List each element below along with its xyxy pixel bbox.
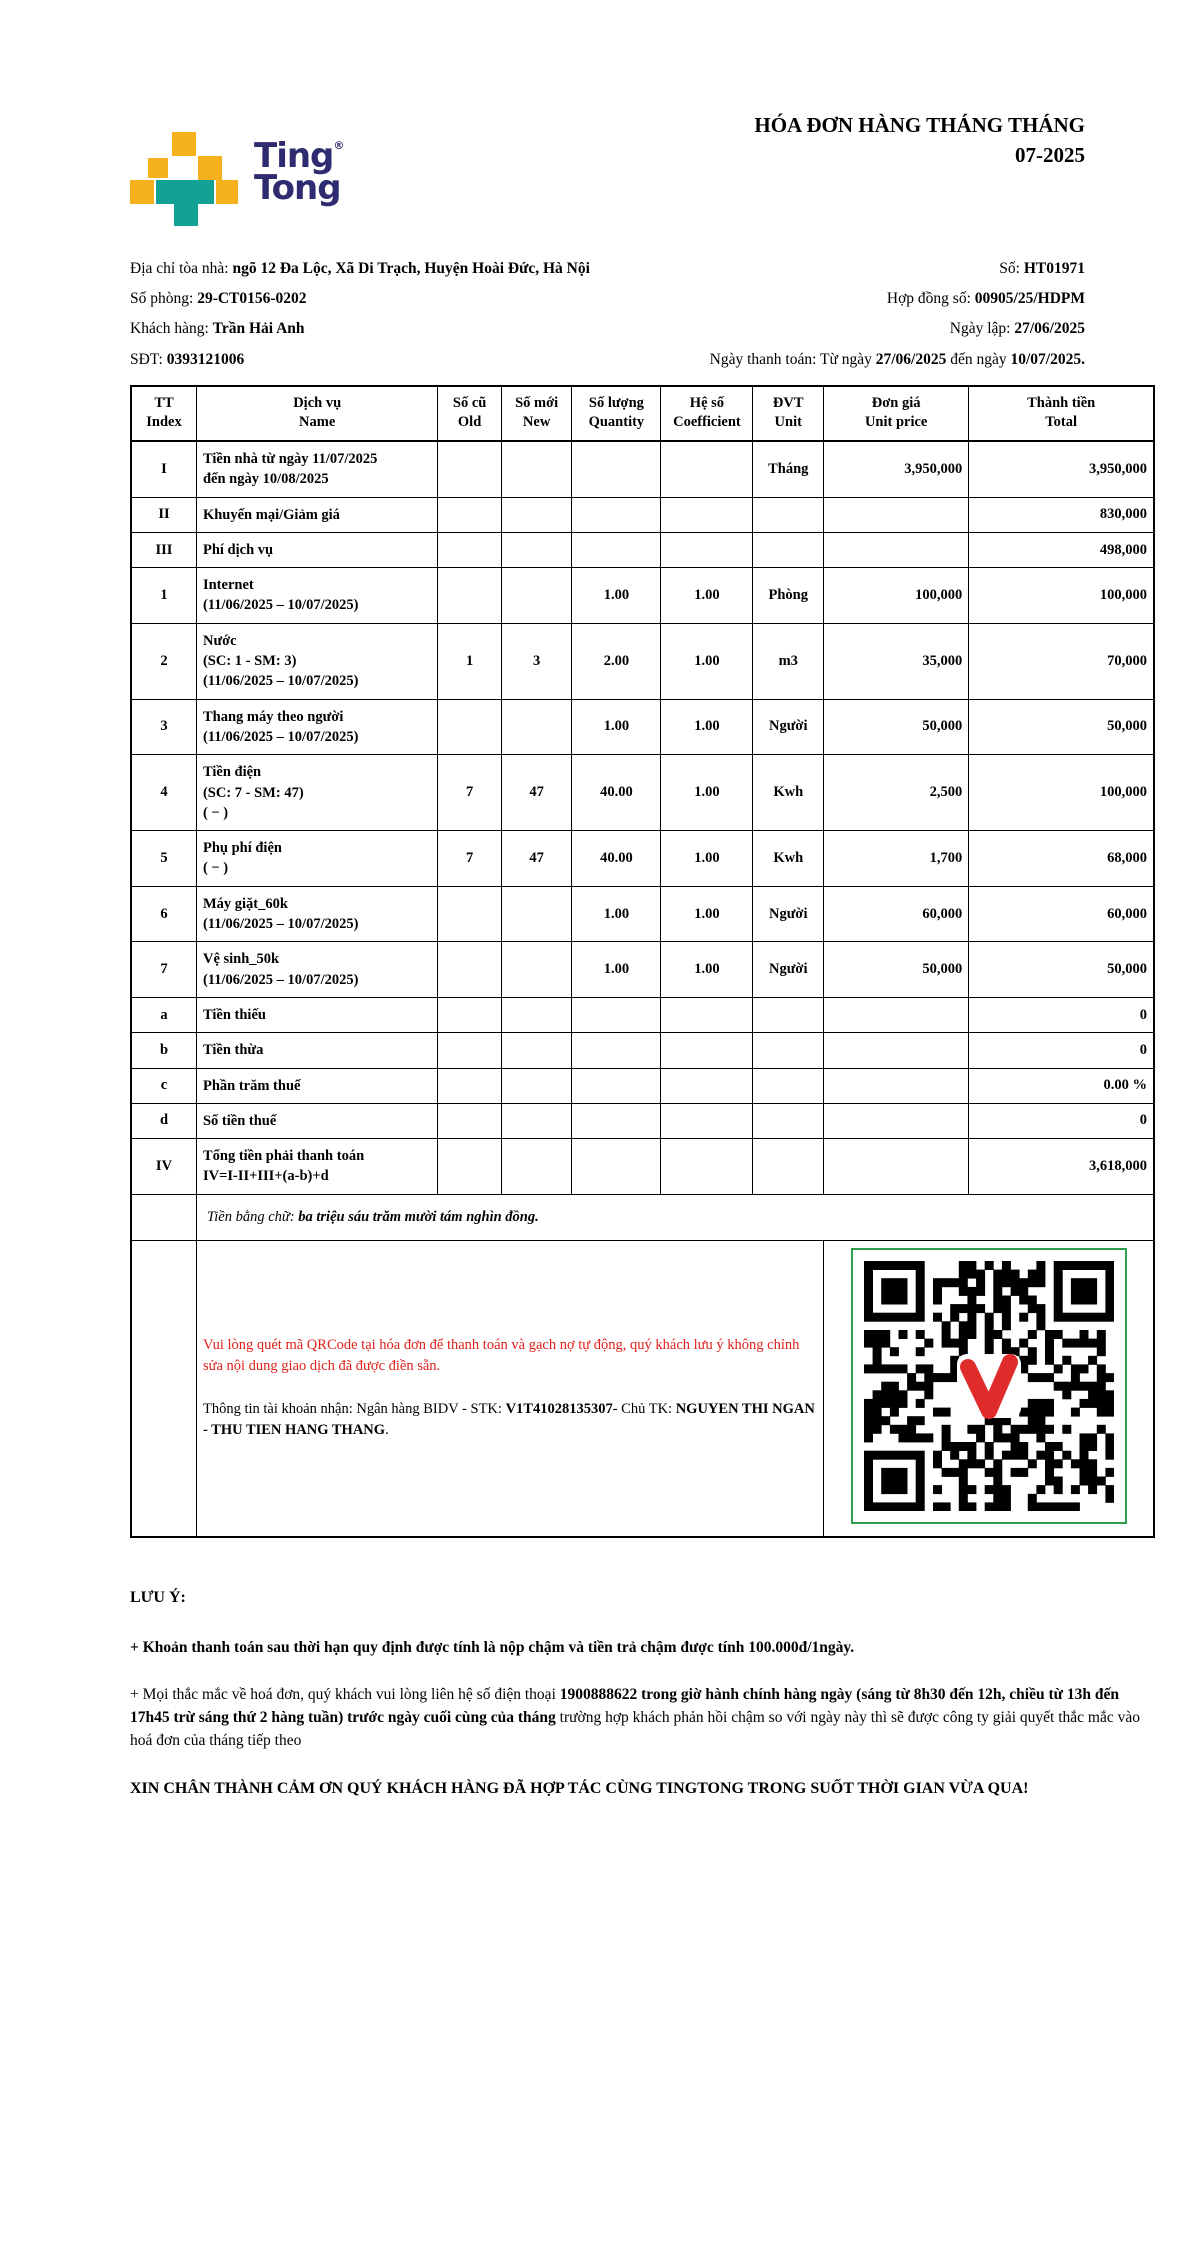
cell-unit xyxy=(753,1103,824,1138)
cell-coefficient: 1.00 xyxy=(661,886,753,942)
brand-logo xyxy=(130,132,344,228)
header-quantity: Số lượng Quantity xyxy=(572,386,661,441)
header xyxy=(130,98,1155,228)
building-address: Địa chỉ tòa nhà: ngõ 12 Đa Lộc, Xã Di Trạch, Huyện Hoài Đức, Hà Nội xyxy=(130,260,590,277)
cell-service-name: Máy giặt_60k (11/06/2025 – 10/07/2025) xyxy=(196,886,437,942)
cell-new-reading xyxy=(501,497,572,532)
cell-unit-price: 50,000 xyxy=(824,942,969,998)
cell-service-name: Internet (11/06/2025 – 10/07/2025) xyxy=(196,568,437,624)
table-row xyxy=(131,1103,1154,1138)
cell-service-name: Số tiền thuế xyxy=(196,1103,437,1138)
cell-old-reading: 1 xyxy=(438,623,501,699)
header-unit: ĐVT Unit xyxy=(753,386,824,441)
cell-service-name: Khuyến mại/Giảm giá xyxy=(196,497,437,532)
cell-unit: Phòng xyxy=(753,568,824,624)
cell-old-reading xyxy=(438,886,501,942)
cell-coefficient xyxy=(661,497,753,532)
cell-new-reading xyxy=(501,699,572,755)
cell-total: 3,950,000 xyxy=(969,441,1154,497)
qr-scan-notice: Vui lòng quét mã QRCode tại hóa đơn để thanh toán và gạch nợ tự động, quý khách lưu ý không chỉnh sửa nội dung giao dịch đã được điền sẵn. xyxy=(202,1337,800,1375)
cell-unit-price: 50,000 xyxy=(824,699,969,755)
table-row xyxy=(131,942,1154,998)
amount-in-words-row xyxy=(131,1194,1154,1240)
cell-total: 0 xyxy=(969,1033,1154,1068)
cell-quantity: 1.00 xyxy=(572,568,661,624)
cell-coefficient xyxy=(661,1033,753,1068)
cell-new-reading: 3 xyxy=(501,623,572,699)
contract-number: Hợp đồng số: 00905/25/HDPM xyxy=(886,290,1085,308)
logo-square xyxy=(216,180,238,204)
cell-unit xyxy=(753,532,824,567)
amount-in-words: Tiền bằng chữ: ba triệu sáu trăm mười tám nghìn đồng. xyxy=(196,1194,1154,1240)
cell-quantity: 40.00 xyxy=(572,831,661,887)
table-row xyxy=(131,1033,1154,1068)
cell-new-reading xyxy=(501,1068,572,1103)
cell-old-reading xyxy=(438,568,501,624)
cell-index: c xyxy=(131,1068,196,1103)
cell-index: d xyxy=(131,1103,196,1138)
logo-square xyxy=(130,180,154,204)
cell-coefficient: 1.00 xyxy=(661,623,753,699)
cell-total: 70,000 xyxy=(969,623,1154,699)
cell-old-reading: 7 xyxy=(438,755,501,831)
cell-index: 1 xyxy=(131,568,196,624)
cell-new-reading xyxy=(501,886,572,942)
account-info: Thông tin tài khoản nhận: Ngân hàng BIDV - STK: V1T41028135307- Chủ TK: NGUYEN THI NGAN - THU TIEN HANG THANG. xyxy=(202,1401,815,1439)
payment-instructions xyxy=(196,1240,823,1537)
table-row xyxy=(131,997,1154,1032)
page-title: HÓA ĐƠN HÀNG THÁNG THÁNG 07-2025 xyxy=(754,113,1085,168)
table-row xyxy=(131,497,1154,532)
cell-index: b xyxy=(131,1033,196,1068)
cell-old-reading xyxy=(438,942,501,998)
customer-name: Khách hàng: Trần Hải Anh xyxy=(130,320,305,338)
table-header-row xyxy=(131,386,1154,441)
header-index: TT Index xyxy=(131,386,196,441)
cell-coefficient: 1.00 xyxy=(661,699,753,755)
payment-period: Ngày thanh toán: Từ ngày 27/06/2025 đến ngày 10/07/2025. xyxy=(709,350,1085,368)
table-row xyxy=(131,532,1154,567)
logo-square xyxy=(156,180,214,204)
cell-index: III xyxy=(131,532,196,567)
cell-service-name: Vệ sinh_50k (11/06/2025 – 10/07/2025) xyxy=(196,942,437,998)
cell-unit: Kwh xyxy=(753,831,824,887)
table-row xyxy=(131,1139,1154,1195)
cell-quantity: 1.00 xyxy=(572,886,661,942)
cell-index xyxy=(131,1240,196,1537)
cell-unit-price xyxy=(824,997,969,1032)
cell-quantity xyxy=(572,1033,661,1068)
cell-index: 3 xyxy=(131,699,196,755)
cell-index: 4 xyxy=(131,755,196,831)
cell-service-name: Tiền thiếu xyxy=(196,997,437,1032)
cell-quantity: 1.00 xyxy=(572,699,661,755)
invoice-meta xyxy=(633,254,1155,375)
cell-index: 6 xyxy=(131,886,196,942)
payment-qr-code xyxy=(851,1248,1127,1524)
cell-unit: m3 xyxy=(753,623,824,699)
cell-unit-price: 100,000 xyxy=(824,568,969,624)
cell-unit: Người xyxy=(753,942,824,998)
cell-unit xyxy=(753,1033,824,1068)
cell-unit xyxy=(753,1139,824,1195)
cell-index: 2 xyxy=(131,623,196,699)
cell-quantity xyxy=(572,532,661,567)
cell-unit-price xyxy=(824,1103,969,1138)
invoice-table-body xyxy=(131,441,1154,1194)
cell-total: 50,000 xyxy=(969,699,1154,755)
payment-qr-row xyxy=(131,1240,1154,1537)
cell-unit-price: 2,500 xyxy=(824,755,969,831)
cell-unit: Người xyxy=(753,886,824,942)
logo-word-ting: Ting xyxy=(254,136,334,176)
cell-old-reading xyxy=(438,497,501,532)
cell-coefficient: 1.00 xyxy=(661,831,753,887)
table-row xyxy=(131,623,1154,699)
cell-total: 498,000 xyxy=(969,532,1154,567)
cell-index: a xyxy=(131,997,196,1032)
table-row xyxy=(131,699,1154,755)
cell-service-name: Tiền điện (SC: 7 - SM: 47) ( − ) xyxy=(196,755,437,831)
table-row xyxy=(131,568,1154,624)
cell-new-reading xyxy=(501,997,572,1032)
cell-total: 0.00 % xyxy=(969,1068,1154,1103)
phone-number: SĐT: 0393121006 xyxy=(130,350,245,368)
header-old-reading: Số cũ Old xyxy=(438,386,501,441)
cell-new-reading xyxy=(501,1103,572,1138)
cell-coefficient: 1.00 xyxy=(661,755,753,831)
cell-coefficient: 1.00 xyxy=(661,568,753,624)
cell-index: IV xyxy=(131,1139,196,1195)
cell-old-reading xyxy=(438,441,501,497)
cell-coefficient xyxy=(661,997,753,1032)
cell-service-name: Thang máy theo người (11/06/2025 – 10/07/2025) xyxy=(196,699,437,755)
cell-index xyxy=(131,1194,196,1240)
cell-quantity xyxy=(572,1139,661,1195)
header-new-reading: Số mới New xyxy=(501,386,572,441)
cell-unit xyxy=(753,1068,824,1103)
cell-quantity xyxy=(572,1068,661,1103)
cell-unit xyxy=(753,997,824,1032)
cell-old-reading xyxy=(438,997,501,1032)
cell-index: I xyxy=(131,441,196,497)
cell-new-reading xyxy=(501,532,572,567)
cell-coefficient xyxy=(661,1068,753,1103)
cell-unit-price: 60,000 xyxy=(824,886,969,942)
cell-total: 60,000 xyxy=(969,886,1154,942)
cell-quantity: 1.00 xyxy=(572,942,661,998)
logo-square xyxy=(174,204,198,226)
tingtong-logo-icon xyxy=(130,132,238,228)
cell-old-reading xyxy=(438,1103,501,1138)
cell-service-name: Phần trăm thuế xyxy=(196,1068,437,1103)
header-total: Thành tiền Total xyxy=(969,386,1154,441)
cell-unit: Người xyxy=(753,699,824,755)
logo-wordmark xyxy=(254,136,345,209)
thank-you-note: XIN CHÂN THÀNH CẢM ƠN QUÝ KHÁCH HÀNG ĐÃ HỢP TÁC CÙNG TINGTONG TRONG SUỐT THỜI GIAN VỪA QUA! xyxy=(130,1779,1029,1797)
cell-old-reading xyxy=(438,1139,501,1195)
cell-coefficient xyxy=(661,1139,753,1195)
cell-new-reading xyxy=(501,568,572,624)
table-row xyxy=(131,1068,1154,1103)
cell-coefficient xyxy=(661,441,753,497)
issue-date: Ngày lập: 27/06/2025 xyxy=(949,320,1085,338)
invoice-info xyxy=(130,254,1155,375)
cell-quantity xyxy=(572,497,661,532)
cell-coefficient xyxy=(661,532,753,567)
table-row xyxy=(131,441,1154,497)
cell-unit-price xyxy=(824,1139,969,1195)
room-number: Số phòng: 29-CT0156-0202 xyxy=(130,290,307,308)
header-coefficient: Hệ số Coefficient xyxy=(661,386,753,441)
cell-total: 100,000 xyxy=(969,568,1154,624)
cell-new-reading: 47 xyxy=(501,755,572,831)
cell-quantity xyxy=(572,997,661,1032)
cell-index: 5 xyxy=(131,831,196,887)
header-service-name: Dịch vụ Name xyxy=(196,386,437,441)
cell-unit xyxy=(753,497,824,532)
cell-unit: Kwh xyxy=(753,755,824,831)
cell-quantity: 40.00 xyxy=(572,755,661,831)
cell-old-reading xyxy=(438,699,501,755)
cell-total: 0 xyxy=(969,1103,1154,1138)
cell-coefficient: 1.00 xyxy=(661,942,753,998)
cell-new-reading xyxy=(501,1139,572,1195)
table-row xyxy=(131,755,1154,831)
cell-unit: Tháng xyxy=(753,441,824,497)
cell-total: 3,618,000 xyxy=(969,1139,1154,1195)
customer-info xyxy=(130,254,633,375)
cell-old-reading xyxy=(438,532,501,567)
cell-index: 7 xyxy=(131,942,196,998)
cell-new-reading xyxy=(501,1033,572,1068)
header-unit-price: Đơn giá Unit price xyxy=(824,386,969,441)
notes-heading: LƯU Ý: xyxy=(130,1588,186,1606)
cell-total: 50,000 xyxy=(969,942,1154,998)
cell-unit-price xyxy=(824,1033,969,1068)
cell-total: 68,000 xyxy=(969,831,1154,887)
cell-service-name: Phí dịch vụ xyxy=(196,532,437,567)
cell-unit-price xyxy=(824,1068,969,1103)
cell-unit-price: 35,000 xyxy=(824,623,969,699)
cell-old-reading: 7 xyxy=(438,831,501,887)
cell-service-name: Phụ phí điện ( − ) xyxy=(196,831,437,887)
invoice-number: Số: HT01971 xyxy=(999,260,1085,277)
cell-unit-price xyxy=(824,497,969,532)
cell-quantity: 2.00 xyxy=(572,623,661,699)
contact-note: + Mọi thắc mắc về hoá đơn, quý khách vui lòng liên hệ số điện thoại 1900888622 trong giờ hành chính hàng ngày (sáng từ 8h30 đến 12h, chiều từ 13h đến 17h45 trừ sáng thứ 2 hàng tuần) trước ngày cuối cùng của tháng trường hợp khách phản hồi chậm so với ngày này thì sẽ được công ty giải quyết thắc mắc vào hoá đơn của tháng tiếp theo xyxy=(130,1685,1140,1750)
cell-service-name: Tổng tiền phải thanh toán IV=I-II+III+(a-b)+d xyxy=(196,1139,437,1195)
table-row xyxy=(131,886,1154,942)
cell-unit-price: 1,700 xyxy=(824,831,969,887)
cell-unit-price: 3,950,000 xyxy=(824,441,969,497)
cell-total: 830,000 xyxy=(969,497,1154,532)
cell-total: 100,000 xyxy=(969,755,1154,831)
cell-total: 0 xyxy=(969,997,1154,1032)
cell-service-name: Nước (SC: 1 - SM: 3) (11/06/2025 – 10/07/2025) xyxy=(196,623,437,699)
cell-unit-price xyxy=(824,532,969,567)
cell-new-reading xyxy=(501,942,572,998)
logo-word-tong: Tong xyxy=(254,168,341,209)
late-payment-note: + Khoản thanh toán sau thời hạn quy định được tính là nộp chậm và tiền trả chậm được tính 100.000đ/1ngày. xyxy=(130,1638,855,1656)
logo-square xyxy=(172,132,196,156)
logo-square xyxy=(198,156,222,180)
cell-index: II xyxy=(131,497,196,532)
cell-coefficient xyxy=(661,1103,753,1138)
cell-new-reading: 47 xyxy=(501,831,572,887)
cell-quantity xyxy=(572,1103,661,1138)
footer-notes xyxy=(130,1586,1155,1801)
cell-service-name: Tiền nhà từ ngày 11/07/2025 đến ngày 10/08/2025 xyxy=(196,441,437,497)
cell-old-reading xyxy=(438,1033,501,1068)
table-row xyxy=(131,831,1154,887)
qr-code-cell xyxy=(824,1240,1154,1537)
cell-service-name: Tiền thừa xyxy=(196,1033,437,1068)
cell-quantity xyxy=(572,441,661,497)
registered-mark: ® xyxy=(333,139,345,152)
cell-old-reading xyxy=(438,1068,501,1103)
logo-square xyxy=(148,158,168,178)
cell-new-reading xyxy=(501,441,572,497)
invoice-table xyxy=(130,385,1155,1538)
